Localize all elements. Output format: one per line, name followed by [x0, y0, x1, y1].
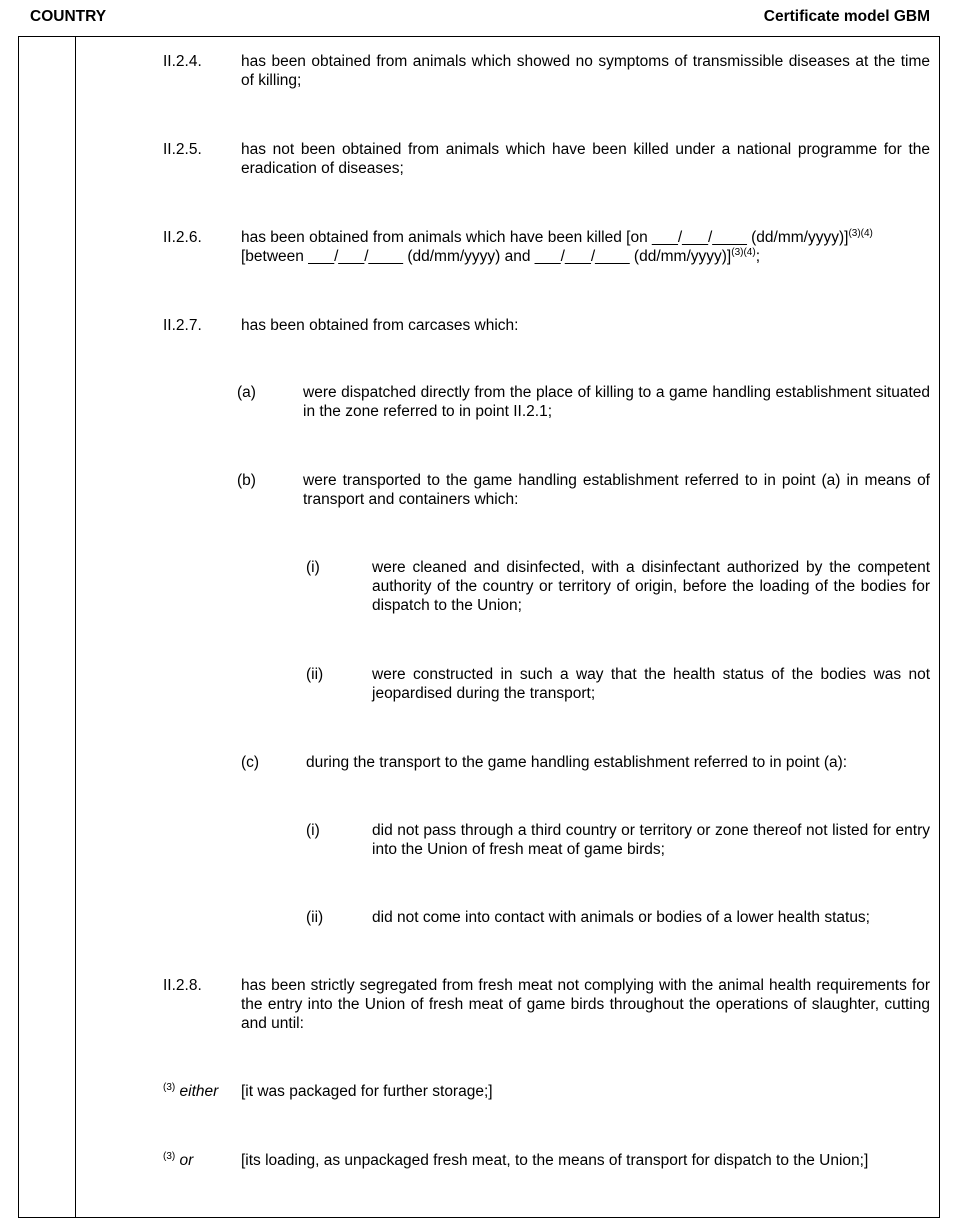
subpoint-letter: (a) [237, 384, 256, 401]
point-text: has been strictly segregated from fresh meat not complying with the animal health requirements for the entry into the Union of fresh meat of game birds throughout the operations of slaughter, cutting and until: [241, 977, 930, 1032]
date-clause-between: [between ___/___/____ (dd/mm/yyyy) and ___/___/____ (dd/mm/yyyy)] [241, 248, 732, 265]
subsubpoint-roman: (i) [306, 822, 320, 839]
subsubpoint-roman: (ii) [306, 909, 324, 926]
option-word: or [179, 1152, 194, 1169]
subsubpoint-text: did not pass through a third country or territory or zone thereof not listed for entry into the Union of fresh meat of game birds; [372, 822, 930, 858]
footnote-ref: (3)(4) [731, 247, 756, 258]
header-certificate-model: Certificate model GBM [763, 8, 930, 25]
option-either-label [163, 1082, 218, 1101]
header-country: COUNTRY [30, 8, 107, 25]
point-number: II.2.7. [163, 317, 202, 334]
subsubpoint-roman: (ii) [306, 666, 324, 683]
footnote-ref: (3) [163, 1151, 176, 1162]
certificate-frame [18, 36, 940, 1218]
subsubpoint-roman: (i) [306, 559, 320, 576]
subsubpoint-text: were constructed in such a way that the health status of the bodies was not jeopardised during the transport; [372, 666, 930, 702]
subpoint-text: during the transport to the game handling establishment referred to in point (a): [306, 754, 848, 771]
subpoint-text: were transported to the game handling establishment referred to in point (a) in means of transport and containers which: [303, 472, 930, 508]
point-number: II.2.6. [163, 229, 202, 246]
option-word: either [179, 1083, 219, 1100]
footnote-ref: (3)(4) [848, 228, 873, 239]
left-column-divider [75, 36, 76, 1218]
point-text: has not been obtained from animals which have been killed under a national programme for the eradication of diseases; [241, 141, 930, 177]
option-or-text: [its loading, as unpackaged fresh meat, to the means of transport for dispatch to the Union;] [241, 1152, 869, 1169]
subpoint-letter: (b) [237, 472, 256, 489]
option-either-text: [it was packaged for further storage;] [241, 1083, 493, 1100]
clause-end: ; [755, 248, 761, 265]
point-number: II.2.4. [163, 53, 202, 70]
point-number: II.2.8. [163, 977, 202, 994]
point-text: has been obtained from animals which showed no symptoms of transmissible diseases at the time of killing; [241, 53, 930, 89]
subpoint-text: were dispatched directly from the place of killing to a game handling establishment situated in the zone referred to in point II.2.1; [303, 384, 930, 420]
point-text [241, 228, 943, 266]
subsubpoint-text: did not come into contact with animals or bodies of a lower health status; [372, 909, 870, 926]
subsubpoint-text: were cleaned and disinfected, with a disinfectant authorized by the competent authority of the country or territory of origin, before the loading of the bodies for dispatch to the Union; [372, 559, 930, 614]
option-or-label [163, 1151, 193, 1170]
point-text: has been obtained from carcases which: [241, 317, 519, 334]
footnote-ref: (3) [163, 1082, 176, 1093]
point-number: II.2.5. [163, 141, 202, 158]
date-clause-on: has been obtained from animals which have been killed [on ___/___/____ (dd/mm/yyyy)] [241, 229, 849, 246]
subpoint-letter: (c) [241, 754, 260, 771]
